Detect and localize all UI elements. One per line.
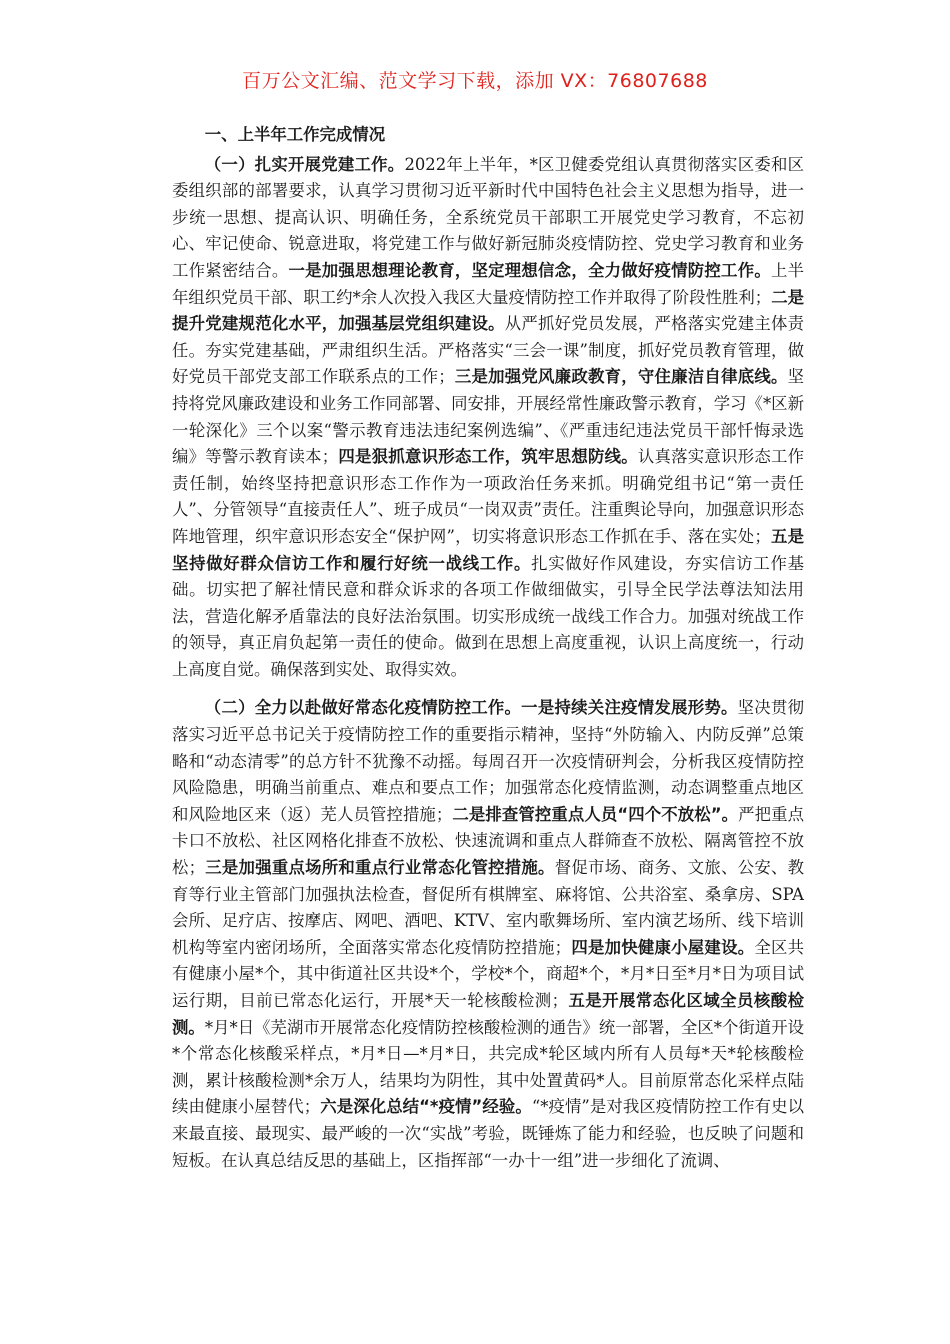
bold-lead-phrase: 二是排查管控重点人员“四个不放松”。: [452, 804, 739, 824]
bold-lead-phrase: （二）全力以赴做好常态化疫情防控工作。一是持续关注疫情发展形势。: [204, 698, 738, 718]
body-text: 全区共有健康小屋*个，其中街道社区共设*个，学校*个，商超*个，*月*日至*月*日为项目试运行期，目前已常态化运行，开展*天一轮核酸检测；: [172, 937, 805, 1010]
paragraph-party-building: [172, 152, 804, 684]
body-text: 坚持将党风廉政建设和业务工作同部署、同安排，开展经常性廉政警示教育，学习《*区新一轮深化》三个以案“警示教育违法违纪案例选编”、《严重违纪违法党员干部忏悔录选编》等警示教育读本；: [172, 367, 805, 467]
bold-lead-phrase: 二是提升党建规范化水平，加强基层党组织建设。: [172, 287, 805, 334]
bold-lead-phrase: 四是加快健康小屋建设。: [571, 937, 755, 957]
body-text: 坚决贯彻落实习近平总书记关于疫情防控工作的重要指示精神，坚持“外防输入、内防反弹”总策略和“动态清零”的总方针不犹豫不动摇。每周召开一次疫情研判会，分析我区疫情防控风险隐患，明确当前重点、难点和要点工作；加强常态化疫情监测，动态调整重点地区和风险地区来（返）芜人员管控措施；: [172, 698, 805, 824]
body-text: 上半年组织党员干部、职工约*余人次投入我区大量疫情防控工作并取得了阶段性胜利；: [172, 260, 805, 307]
document-body: [172, 122, 804, 1186]
section-title: 一、上半年工作完成情况: [204, 125, 386, 144]
body-text: “*疫情”是对我区疫情防控工作有史以来最直接、最现实、最严峻的一次“实战”考验，既锤炼了能力和经验，也反映了问题和短板。在认真总结反思的基础上，区指挥部“一办十一组”进一步细化了流调、: [172, 1097, 804, 1170]
body-text: 2022年上半年，*区卫健委党组认真贯彻落实区委和区委组织部的部署要求，认真学习贯彻习近平新时代中国特色社会主义思想为指导，进一步统一思想、提高认识、明确任务，全系统党员干部职工开展党史学习教育，不忘初心、牢记使命、锐意进取，将党建工作与做好新冠肺炎疫情防控、党史学习教育和业务工作紧密结合。: [172, 154, 804, 280]
watermark-banner: 百万公文汇编、范文学习下载，添加 VX：76807688: [242, 70, 708, 92]
paragraph-epidemic-control: [172, 695, 804, 1174]
bold-lead-phrase: 三是加强重点场所和重点行业常态化管控措施。: [205, 858, 555, 878]
bold-lead-phrase: 四是狠抓意识形态工作，筑牢思想防线。: [338, 447, 638, 467]
bold-lead-phrase: 五是开展常态化区域全员核酸检测。: [172, 991, 804, 1037]
bold-lead-phrase: （一）扎实开展党建工作。: [204, 154, 405, 174]
bold-lead-phrase: 五是坚持做好群众信访工作和履行好统一战线工作。: [172, 526, 804, 573]
body-text: 扎实做好作风建设，夯实信访工作基础。切实把了解社情民意和群众诉求的各项工作做细做实，引导全民学法尊法知法用法，营造化解矛盾靠法的良好法治氛围。切实形成统一战线工作合力。加强对统战工作的领导，真正肩负起第一责任的使命。做到在思想上高度重视，认识上高度统一，行动上高度自觉。确保落到实处、取得实效。: [172, 553, 805, 679]
body-text: 从严抓好党员发展，严格落实党建主体责任。夯实党建基础，严肃组织生活。严格落实“三会一课”制度，抓好党员教育管理，做好党员干部党支部工作联系点的工作；: [172, 314, 805, 387]
body-text: 认真落实意识形态工作责任制，始终坚持把意识形态工作作为一项政治任务来抓。明确党组书记“第一责任人”、分管领导“直接责任人”、班子成员“一岗双责”责任。注重舆论导向，加强意识形态阵地管理，织牢意识形态安全“保护网”，切实将意识形态工作抓在手、落在实处；: [172, 447, 805, 546]
body-text: 督促市场、商务、文旅、公安、教育等行业主管部门加强执法检查，督促所有棋牌室、麻将馆、公共浴室、桑拿房、SPA会所、足疗店、按摩店、网吧、酒吧、KTV、室内歌舞场所、室内演艺场所、线下培训机构等室内密闭场所，全面落实常态化疫情防控措施；: [172, 858, 805, 957]
body-text: 严把重点卡口不放松、社区网格化排查不放松、快速流调和重点人群筛查不放松、隔离管控不放松；: [172, 804, 805, 878]
bold-lead-phrase: 一是加强思想理论教育，坚定理想信念，全力做好疫情防控工作。: [288, 260, 771, 280]
bold-lead-phrase: 三是加强党风廉政教育，守住廉洁自律底线。: [454, 367, 788, 387]
bold-lead-phrase: 六是深化总结“*疫情”经验。: [320, 1097, 532, 1117]
body-text: *月*日《芜湖市开展常态化疫情防控核酸检测的通告》统一部署，全区*个街道开设*个常态化核酸采样点，*月*日—*月*日，共完成*轮区域内所有人员每*天*轮核酸检测，累计核酸检测*余万人，结果均为阴性，其中处置黄码*人。目前原常态化采样点陆续由健康小屋替代；: [172, 1017, 805, 1117]
